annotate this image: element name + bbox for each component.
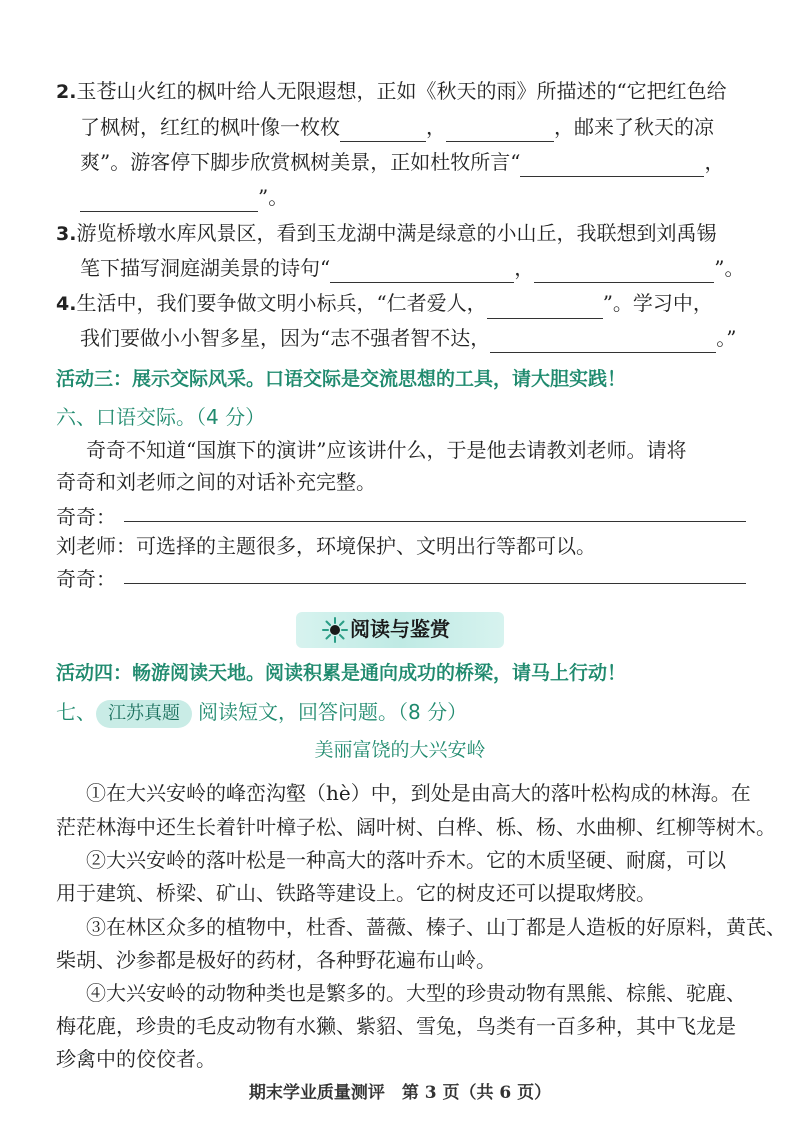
q3-text-2a: 笔下描写洞庭湖美景的诗句“ [80, 256, 331, 280]
page-footer: 期末学业质量测评 第 3 页（共 6 页） [248, 1083, 552, 1103]
q2-text-2a: 了枫树，红红的枫叶像一枚枚 [80, 115, 340, 139]
passage-p1-line-1: ①在大兴安岭的峰峦沟壑（hè）中，到处是由高大的落叶松构成的林海。在 [86, 781, 751, 805]
passage-p2-line-2: 用于建筑、桥梁、矿山、铁路等建设上。它的树皮还可以提取烤胶。 [56, 881, 656, 905]
q3-line-1 [56, 218, 716, 249]
qiqi-label-2: 奇奇： [56, 567, 116, 591]
q2-text-4: ”。 [258, 185, 289, 209]
q2-text-3a: 爽”。游客停下脚步欣赏枫树美景，正如杜牧所言“ [80, 150, 521, 174]
q4-number: 4. [56, 293, 77, 315]
q2-blank-1[interactable] [340, 119, 426, 142]
section-6-intro-2: 奇奇和刘老师之间的对话补充完整。 [56, 470, 376, 494]
q4-text-1b: ”。学习中， [602, 291, 713, 315]
qiqi-answer-line-1[interactable] [124, 521, 746, 522]
jiangsu-tag: 江苏真题 [96, 700, 192, 728]
section-7-heading: 阅读短文，回答问题。（8 分） [198, 700, 468, 724]
q4-text-1a: 生活中，我们要争做文明小标兵，“仁者爱人， [76, 291, 487, 315]
section-6-intro-1: 奇奇不知道“国旗下的演讲”应该讲什么，于是他去请教刘老师。请将 [86, 438, 687, 462]
reading-banner-label: 阅读与鉴赏 [350, 617, 450, 641]
passage-p4-line-2: 梅花鹿，珍贵的毛皮动物有水獭、紫貂、雪兔，鸟类有一百多种，其中飞龙是 [56, 1014, 736, 1038]
q4-text-2a: 我们要做小小智多星，因为“志不强者智不达， [80, 326, 491, 350]
passage-p3-line-2: 柴胡、沙参都是极好的药材，各种野花遍布山岭。 [56, 948, 496, 972]
passage-p3-line-1: ③在林区众多的植物中，杜香、蔷薇、榛子、山丁都是人造板的好原料，黄芪、 [86, 915, 786, 939]
q2-line-3 [80, 147, 724, 177]
passage-p2-line-1: ②大兴安岭的落叶松是一种高大的落叶乔木。它的木质坚硬、耐腐，可以 [86, 848, 726, 872]
q2-text-2b: ， [426, 115, 446, 139]
q4-blank-1[interactable] [487, 296, 603, 319]
q2-blank-4[interactable] [80, 189, 258, 212]
q4-line-2 [80, 323, 736, 353]
passage-p4-line-1: ④大兴安岭的动物种类也是繁多的。大型的珍贵动物有黑熊、棕熊、驼鹿、 [86, 981, 746, 1005]
q2-text-1: 玉苍山火红的枫叶给人无限遐想，正如《秋天的雨》所描述的“它把红色给 [76, 79, 727, 103]
qiqi-answer-line-2[interactable] [124, 583, 746, 584]
q3-line-2 [80, 253, 744, 283]
section-7-heading-row [56, 697, 467, 728]
q2-blank-2[interactable] [446, 119, 554, 142]
qiqi-label-1: 奇奇： [56, 505, 116, 529]
q2-text-2c: ，邮来了秋天的凉 [554, 115, 714, 139]
activity-3-heading: 活动三：展示交际风采。口语交际是交流思想的工具，请大胆实践！ [56, 368, 627, 390]
passage-title: 美丽富饶的大兴安岭 [314, 739, 486, 761]
sun-icon [322, 617, 348, 643]
section-7-prefix: 七、 [56, 700, 96, 724]
activity-4-heading: 活动四：畅游阅读天地。阅读积累是通向成功的桥梁，请马上行动！ [56, 662, 627, 684]
passage-p1-line-2: 茫茫林海中还生长着针叶樟子松、阔叶树、白桦、栎、杨、水曲柳、红柳等树木。 [56, 815, 776, 839]
q3-text-1: 游览桥墩水库风景区，看到玉龙湖中满是绿意的小山丘，我联想到刘禹锡 [76, 221, 717, 245]
teacher-line: 刘老师：可选择的主题很多，环境保护、文明出行等都可以。 [56, 534, 596, 558]
q2-line-4 [80, 182, 288, 212]
q4-blank-2[interactable] [490, 330, 716, 353]
q2-line-2 [80, 112, 714, 142]
q3-blank-2[interactable] [534, 260, 714, 283]
q3-number: 3. [56, 223, 77, 245]
section-6-heading: 六、口语交际。（4 分） [56, 405, 266, 429]
q2-blank-3[interactable] [520, 154, 704, 177]
q2-number: 2. [56, 81, 77, 103]
q4-text-2b: 。” [716, 326, 737, 350]
q2-line-1 [56, 76, 727, 107]
q3-text-2b: ， [514, 256, 535, 280]
q4-line-1 [56, 288, 713, 319]
q3-text-2c: ”。 [714, 256, 745, 280]
passage-p4-line-3: 珍禽中的佼佼者。 [56, 1047, 216, 1071]
q2-text-3b: ， [704, 150, 725, 174]
q3-blank-1[interactable] [330, 260, 514, 283]
